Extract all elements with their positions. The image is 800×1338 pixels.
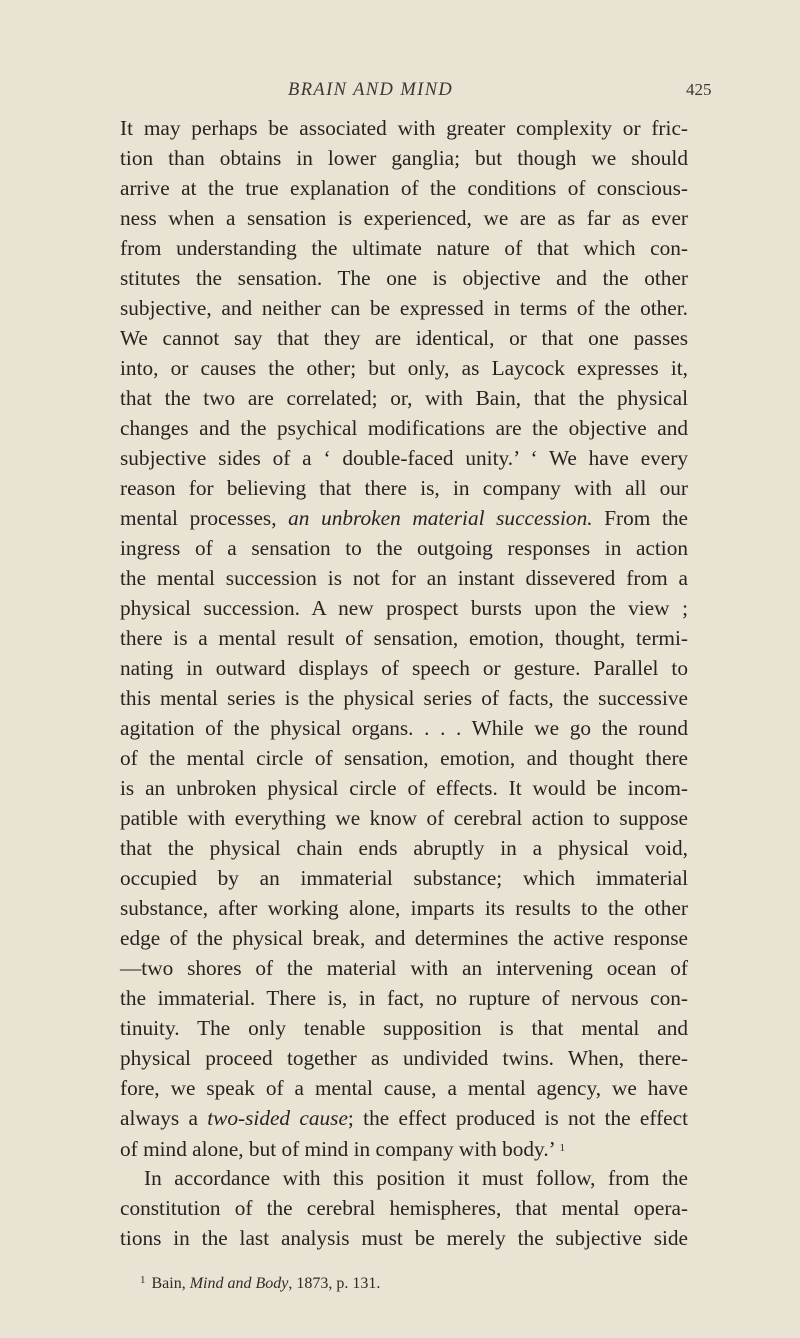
italic-phrase: two-sided cause	[207, 1106, 348, 1130]
italic-phrase: an unbroken material succession.	[288, 506, 593, 530]
footnote-author: Bain,	[151, 1275, 190, 1292]
text-line: subjective, and neither can be expressed in terms of the other.	[120, 296, 688, 320]
text-line: physical succession. A new prospect bursts upon the view ;	[120, 596, 688, 620]
footnote-reference: 1	[559, 1142, 565, 1154]
text-line: —two shores of the material with an intervening ocean of	[120, 956, 688, 980]
text-line: stitutes the sensation. The one is objective and the other	[120, 266, 688, 290]
footnote	[140, 1270, 688, 1294]
text-line: agitation of the physical organs. . . . While we go the round	[120, 716, 688, 740]
page-number: 425	[686, 80, 712, 99]
text-line: reason for believing that there is, in company with all our	[120, 476, 688, 500]
text-line	[120, 503, 688, 533]
text-line: that the two are correlated; or, with Bain, that the physical	[120, 386, 688, 410]
text-line: from understanding the ultimate nature of that which con-	[120, 236, 688, 260]
text-line: It may perhaps be associated with greater complexity or fric-	[120, 116, 688, 140]
text-line: changes and the psychical modifications are the objective and	[120, 416, 688, 440]
text-line: that the physical chain ends abruptly in a physical void,	[120, 836, 688, 860]
text-line: fore, we speak of a mental cause, a mental agency, we have	[120, 1076, 688, 1100]
footnote-title: Mind and Body	[189, 1275, 289, 1292]
text-run: ; the effect produced is not the effect	[347, 1106, 688, 1130]
text-line: arrive at the true explanation of the conditions of conscious-	[120, 176, 688, 200]
text-line: subjective sides of a ‘ double-faced unity.’ ‘ We have every	[120, 446, 688, 470]
text-line: the mental succession is not for an instant dissevered from a	[120, 566, 688, 590]
text-run: always a	[120, 1106, 208, 1130]
text-line: there is a mental result of sensation, emotion, thought, termi-	[120, 626, 688, 650]
text-line: patible with everything we know of cerebral action to suppose	[120, 806, 688, 830]
text-line: tion than obtains in lower ganglia; but though we should	[120, 146, 688, 170]
running-title: BRAIN AND MIND	[288, 80, 454, 100]
text-line: into, or causes the other; but only, as Laycock expresses it,	[120, 356, 688, 380]
footnote-marker: 1	[140, 1274, 146, 1286]
text-line	[120, 1103, 688, 1133]
text-line: ingress of a sensation to the outgoing responses in action	[120, 536, 688, 560]
text-run: of mind alone, but of mind in company with body.’	[120, 1137, 560, 1161]
text-line: We cannot say that they are identical, or that one passes	[120, 326, 688, 350]
text-line: occupied by an immaterial substance; which immaterial	[120, 866, 688, 890]
text-line: tions in the last analysis must be merely the subjective side	[120, 1226, 688, 1250]
text-line: ness when a sensation is experienced, we are as far as ever	[120, 206, 688, 230]
footnote-details: , 1873, p. 131.	[288, 1275, 381, 1292]
text-run: mental processes,	[120, 506, 289, 530]
text-line: substance, after working alone, imparts its results to the other	[120, 896, 688, 920]
text-line: the immaterial. There is, in fact, no rupture of nervous con-	[120, 986, 688, 1010]
running-head	[0, 80, 800, 104]
text-run: From the	[592, 506, 688, 530]
text-line: is an unbroken physical circle of effects. It would be incom-	[120, 776, 688, 800]
text-line: constitution of the cerebral hemispheres, that mental opera-	[120, 1196, 688, 1220]
text-line: nating in outward displays of speech or gesture. Parallel to	[120, 656, 688, 680]
text-line: of the mental circle of sensation, emotion, and thought there	[120, 746, 688, 770]
text-line: edge of the physical break, and determines the active response	[120, 926, 688, 950]
text-line: tinuity. The only tenable supposition is that mental and	[120, 1016, 688, 1040]
text-line: physical proceed together as undivided twins. When, there-	[120, 1046, 688, 1070]
text-line: this mental series is the physical series of facts, the successive	[120, 686, 688, 710]
text-line	[120, 1133, 688, 1163]
body-text	[120, 113, 688, 1253]
text-line: In accordance with this position it must follow, from the	[144, 1166, 688, 1190]
